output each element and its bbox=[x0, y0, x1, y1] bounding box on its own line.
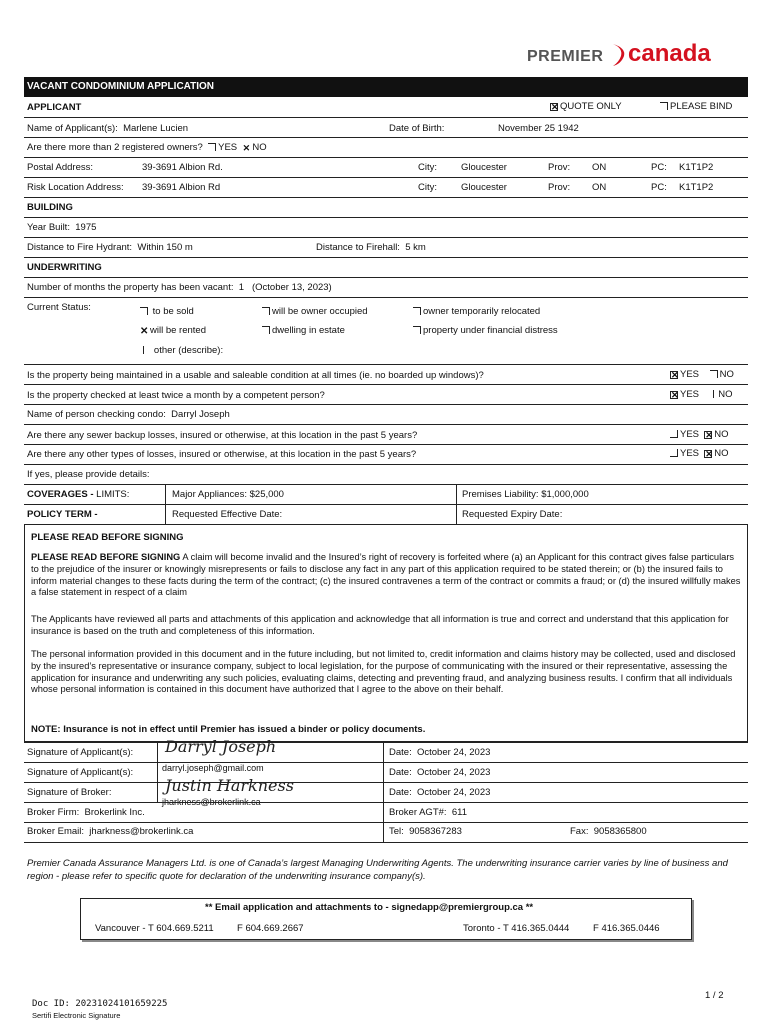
logo-canada-text: canada bbox=[628, 40, 711, 67]
expiry-date-label: Requested Expiry Date: bbox=[462, 509, 563, 520]
dob-label: Date of Birth: bbox=[389, 123, 445, 134]
broker-email-row: Broker Email: jharkness@brokerlink.ca bbox=[27, 826, 194, 837]
sewer-yes-checkbox[interactable] bbox=[670, 430, 678, 438]
owner-occupied-checkbox[interactable] bbox=[262, 307, 270, 315]
please-bind-checkbox[interactable] bbox=[660, 102, 668, 110]
maintained-answer[interactable]: ✕YES NO bbox=[671, 369, 734, 380]
year-built-row: Year Built: 1975 bbox=[27, 222, 97, 233]
logo-swoosh-icon bbox=[611, 42, 627, 68]
months-vacant-row: Number of months the property has been vacant: 1 (October 13, 2023) bbox=[27, 282, 332, 293]
hydrant-value: Within 150 m bbox=[137, 242, 193, 253]
policy-term-label: POLICY TERM - bbox=[27, 509, 98, 520]
risk-prov-label: Prov: bbox=[548, 182, 571, 193]
form-title: VACANT CONDOMINIUM APPLICATION bbox=[24, 77, 748, 97]
broker-firm-row: Broker Firm: Brokerlink Inc. bbox=[27, 807, 145, 818]
prov-value: ON bbox=[592, 162, 607, 173]
risk-address-value: 39-3691 Albion Rd bbox=[142, 182, 221, 193]
email-instructions[interactable]: ** Email application and attachments to - signedapp@premiergroup.ca ** bbox=[205, 902, 534, 913]
vancouver-fax: F 604.669.2667 bbox=[237, 923, 304, 934]
dwelling-estate-checkbox[interactable] bbox=[262, 326, 270, 334]
coverages-row: COVERAGES - LIMITS: bbox=[27, 489, 130, 500]
owner-relocated-checkbox[interactable] bbox=[413, 307, 421, 315]
declaration-heading: PLEASE READ BEFORE SIGNING bbox=[31, 532, 184, 543]
hydrant-row: Distance to Fire Hydrant: Within 150 m bbox=[27, 242, 193, 253]
year-built-value: 1975 bbox=[75, 222, 97, 233]
risk-pc-label: PC: bbox=[651, 182, 667, 193]
doc-id: Doc ID: 20231024101659225 bbox=[32, 999, 168, 1009]
maintained-no-checkbox[interactable] bbox=[710, 370, 718, 378]
checked-no-checkbox[interactable] bbox=[710, 390, 714, 398]
other-losses-yes-checkbox[interactable] bbox=[670, 449, 678, 457]
postal-address-value: 39-3691 Albion Rd. bbox=[142, 162, 223, 173]
sig-applicant-label-1: Signature of Applicant(s): bbox=[27, 747, 134, 758]
to-be-sold-checkbox[interactable] bbox=[140, 307, 148, 315]
status-owner-relocated[interactable]: owner temporarily relocated bbox=[413, 306, 540, 317]
declaration-paragraph-1: PLEASE READ BEFORE SIGNING A claim will become invalid and the Insured’s right of recovery is forfeited where (a) an Applicant for this contract gives false particulars to the prejudice of the insurer or knowingly misrepresents or fails to disclose any fact in any part of this application required to be stated therein; or (b) the insured fails to inform material changes to these facts during the term of the contract; (c) the insured contravenes a term of the contract or commits a fraud; or (d) the insured willfully makes a false statement in respect of a claim bbox=[31, 552, 741, 598]
vancouver-phone: Vancouver - T 604.669.5211 bbox=[95, 923, 214, 934]
applicant-signature-email: darryl.joseph@gmail.com bbox=[162, 763, 264, 773]
postal-address-label: Postal Address: bbox=[27, 162, 94, 173]
status-dwelling-estate[interactable]: dwelling in estate bbox=[262, 325, 345, 336]
declaration-paragraph-2: The Applicants have reviewed all parts and attachments of this application and acknowledge that all information is true and correct and understand that this application for insurance is based on the truth and completeness of this information. bbox=[31, 614, 729, 636]
months-vacant-value: 1 bbox=[238, 282, 245, 293]
risk-pc-value: K1T1P2 bbox=[679, 182, 714, 193]
pc-label: PC: bbox=[651, 162, 667, 173]
toronto-phone: Toronto - T 416.365.0444 bbox=[463, 923, 570, 934]
footer-disclaimer: Premier Canada Assurance Managers Ltd. is one of Canada’s largest Managing Underwriting Agents. The underwriting insurance carrier varies by line of business and region - please refer to specific quote for declaration of the underwriting insurance company(s). bbox=[27, 858, 728, 882]
sewer-answer[interactable]: YES ✕NO bbox=[670, 429, 729, 440]
maintained-yes-checkbox[interactable]: ✕ bbox=[671, 370, 679, 380]
please-bind-option[interactable]: PLEASE BIND bbox=[660, 101, 732, 112]
question-checked-twice: Is the property checked at least twice a month by a competent person? bbox=[27, 390, 325, 401]
firehall-value: 5 km bbox=[405, 242, 426, 253]
registered-owners-yes-checkbox[interactable] bbox=[208, 143, 216, 151]
other-losses-answer[interactable]: YES ✕NO bbox=[670, 448, 729, 459]
firehall-row: Distance to Firehall: 5 km bbox=[316, 242, 426, 253]
question-maintained: Is the property being maintained in a usable and saleable condition at all times (ie. no boarded up windows)? bbox=[27, 370, 484, 381]
applicant-name-row: Name of Applicant(s): Marlene Lucien bbox=[27, 123, 189, 134]
risk-city-label: City: bbox=[418, 182, 437, 193]
will-be-rented-checkbox[interactable]: ✕ bbox=[140, 326, 149, 337]
question-other-losses: Are there any other types of losses, insured or otherwise, at this location in the past 5 years? bbox=[27, 449, 417, 460]
city-label: City: bbox=[418, 162, 437, 173]
months-vacant-date: (October 13, 2023) bbox=[251, 282, 332, 293]
sig-date-3: Date: October 24, 2023 bbox=[389, 787, 491, 798]
status-financial-distress[interactable]: property under financial distress bbox=[413, 325, 558, 336]
registered-owners-row: Are there more than 2 registered owners? YES ✕ NO bbox=[27, 142, 267, 153]
broker-agt-row: Broker AGT#: 611 bbox=[389, 807, 467, 818]
checker-row: Name of person checking condo: Darryl Joseph bbox=[27, 409, 230, 420]
sewer-no-checkbox[interactable]: ✕ bbox=[705, 430, 713, 440]
liability-limit: Premises Liability: $1,000,000 bbox=[462, 489, 589, 500]
quote-only-option[interactable]: ✕QUOTE ONLY bbox=[551, 101, 622, 112]
page-number: 1 / 2 bbox=[705, 990, 724, 1001]
question-sewer: Are there any sewer backup losses, insured or otherwise, at this location in the past 5 years? bbox=[27, 430, 418, 441]
applicant-section-heading: APPLICANT bbox=[27, 102, 82, 113]
esign-label: Sertifi Electronic Signature bbox=[32, 1011, 121, 1020]
checked-yes-checkbox[interactable]: ✕ bbox=[671, 390, 679, 400]
declaration-note: NOTE: Insurance is not in effect until Premier has issued a binder or policy documents. bbox=[31, 724, 426, 735]
sig-applicant-label-2: Signature of Applicant(s): bbox=[27, 767, 134, 778]
effective-date-label: Requested Effective Date: bbox=[172, 509, 283, 520]
checked-twice-answer[interactable]: ✕YES NO bbox=[671, 389, 733, 400]
underwriting-section-heading: UNDERWRITING bbox=[27, 262, 102, 273]
sig-broker-label: Signature of Broker: bbox=[27, 787, 112, 798]
building-section-heading: BUILDING bbox=[27, 202, 73, 213]
appliances-limit: Major Appliances: $25,000 bbox=[172, 489, 284, 500]
broker-signature-email: jharkness@brokerlink.ca bbox=[162, 797, 261, 807]
pc-value: K1T1P2 bbox=[679, 162, 714, 173]
checker-value: Darryl Joseph bbox=[171, 409, 230, 420]
applicant-signature[interactable]: Darryl Joseph bbox=[165, 737, 277, 756]
dob-value: November 25 1942 bbox=[498, 123, 579, 134]
status-will-be-rented[interactable]: ✕ will be rented bbox=[140, 325, 206, 337]
registered-owners-no-checkbox[interactable]: ✕ bbox=[242, 143, 251, 153]
city-value: Gloucester bbox=[461, 162, 507, 173]
toronto-fax: F 416.365.0446 bbox=[593, 923, 660, 934]
other-checkbox[interactable] bbox=[140, 346, 144, 354]
status-to-be-sold[interactable]: to be sold bbox=[140, 306, 194, 317]
prov-label: Prov: bbox=[548, 162, 571, 173]
risk-city-value: Gloucester bbox=[461, 182, 507, 193]
status-owner-occupied[interactable]: will be owner occupied bbox=[262, 306, 368, 317]
sig-date-2: Date: October 24, 2023 bbox=[389, 767, 491, 778]
broker-fax-row: Fax: 9058365800 bbox=[570, 826, 647, 837]
sig-date-1: Date: October 24, 2023 bbox=[389, 747, 491, 758]
current-status-label: Current Status: bbox=[27, 302, 91, 313]
logo-premier-text: PREMIER bbox=[527, 48, 604, 65]
applicant-name-value: Marlene Lucien bbox=[123, 123, 189, 134]
declaration-paragraph-3: The personal information provided in this document and in the future including, but not limited to, credit information and claims history may be collected, used and disclosed by the insured’s representative or insurance company, subject to local legislation, for the purpose of communicating with the insured or their representative, assessing the application for insurance and underwriting any such policies, evaluating claims, detecting and preventing fraud, and analyzing business results. I confirm that all individuals whose personal information is contained in this document have authorized that I agree to the above on their behalf. bbox=[31, 649, 736, 695]
details-label: If yes, please provide details: bbox=[27, 469, 150, 480]
broker-tel-row: Tel: 9058367283 bbox=[389, 826, 462, 837]
financial-distress-checkbox[interactable] bbox=[413, 326, 421, 334]
broker-signature[interactable]: Justin Harkness bbox=[165, 776, 294, 795]
quote-only-checkbox[interactable]: ✕ bbox=[551, 102, 559, 112]
risk-prov-value: ON bbox=[592, 182, 607, 193]
other-losses-no-checkbox[interactable]: ✕ bbox=[705, 449, 713, 459]
status-other[interactable]: other (describe): bbox=[140, 345, 223, 356]
risk-address-label: Risk Location Address: bbox=[27, 182, 124, 193]
